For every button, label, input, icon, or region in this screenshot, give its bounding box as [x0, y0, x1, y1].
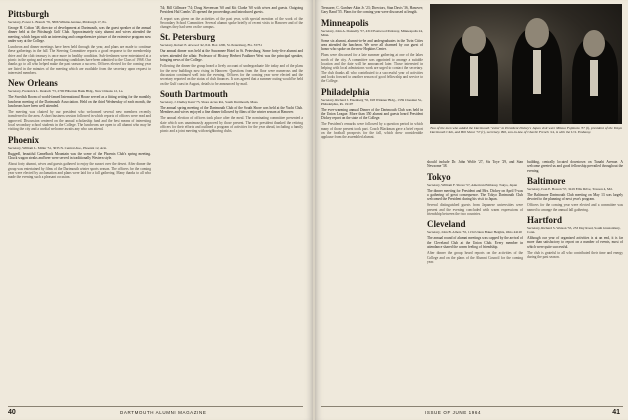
section-heading: Hartford [527, 215, 562, 226]
section-text: The Swedish Room of world-famed International House served as a fitting setting for the monthly luncheon meeting of the Dartmouth Association. Held on the third Wednesday of each month, the luncheons have been well attended. [8, 95, 151, 108]
page-number: 41 [612, 409, 620, 416]
section-text: building, centrally located downtown on Tunabi Avenue. A welcome greeted us and good fellowship prevailed throughout the evening. [527, 160, 623, 173]
section-byline: Secretary, Robert E. Atwood '42, P.O. Box 1200, St. Petersburg, Fla. 33731 [160, 43, 263, 48]
photo-caption: Two of the men who added the Dartmouth "extra" to President Dickey's Japan visit were Mitsuo Fujimoto '37 (l), president of the Tokyo Dartmouth Club, and Bill Shove '57 (r), secretary. Bill, son-in-law of Charlie French '24, is with the U.S. Embassy. [430, 126, 622, 135]
section-heading: Philadelphia [321, 86, 370, 97]
filler-text: Officers for the coming year were elected and a committee was named to arrange the annual fall gathering. [527, 203, 623, 212]
section-text: The annual round of alumni meetings was capped by the arrival of the Cleveland Club at the Union Club. Every member in attendance shared the warm feeling of friendship. [427, 236, 523, 249]
section-text: Treasurer, C. Gardner Akin Jr. '23; Directors, Stan Davis '36, Hanover; Gary Rand '55. Plans for the coming year were discussed at length. [321, 6, 423, 15]
filler-text: The annual election of officers took place after the meal. The nominating committee presented a slate which was unanimously approved by those present. The new president thanked the retiring officers for their efforts and outlined a program of activities for the year ahead, including a family picnic and a joint meeting with neighboring clubs. [160, 116, 303, 134]
filler-text: After dinner the group heard reports on the activities of the College and on the plans of the Alumni Council for the coming year. [427, 251, 523, 264]
section-text: Ruggedl, beautiful Camelback Mountain was the scene of the Phoenix Club's spring meeting. Chuck wagon steaks and beer were served in traditionally Western style. [8, 151, 151, 160]
photo-shirt-center [533, 50, 541, 94]
section-byline: Secretary, Richard S. Watson '55, 253 Day Road, South Glastonbury, Conn. [527, 226, 621, 235]
section-text: The dinner meeting for President and Mrs. Dickey on April 9 was a gathering of great consequence. The Tokyo Dartmouth Club welcomed the President during his visit to Japan. [427, 188, 523, 202]
page-number: 40 [8, 409, 16, 416]
column-4 [427, 160, 523, 384]
section-text: '54; Bill Gillmore '74; Doug Stevenson '60 and Kit Clarke '60 with wives and guests. Outgoing President Hal Combs '45 opened the proceedings and introduced guests. [160, 6, 303, 15]
section-heading: St. Petersburg [160, 32, 215, 43]
section-heading: Baltimore [527, 175, 566, 186]
section-heading: Phoenix [8, 134, 40, 145]
section-byline: Secretary, John A. Donnelly '57, 4310 Eastwood Parkway, Minneapolis 24, Minn. [321, 28, 423, 37]
filler-text: The President's remarks were followed by a question period in which many of those present took part. Coach Blackman gave a brief report on the football prospects for the fall, which drew considerable applause from the assembled alumni. [321, 122, 423, 140]
section-text: George H. Colton '48, director of development at Dartmouth, was the guest speaker at the annual dinner held at the Pittsburgh Golf Club. Approximately sixty alumni and wives attended the meeting, which began with an interesting and comprehensive picture of the extensive program now under way at the College. [8, 26, 151, 43]
photo-face-right [583, 30, 605, 57]
column-1 [8, 6, 151, 384]
section-text: Some six alumni, alumni-to-be and undergraduates in the Twin Cities area attended the luncheon. We were all charmed by our guest of honor who spoke on the new Hopkins Center. [321, 38, 423, 52]
filler-text: The meeting was chaired by our president who welcomed several new members recently transferred to the area. A short business session followed in which reports of officers were read and approved. Discussion centered on the annual scholarship fund and the best means of interesting local secondary school students in the College. The luncheons are open to all alumni who may be visiting the city and a cordial welcome awaits any who can attend. [8, 110, 151, 132]
footer-rule [321, 406, 623, 407]
section-text: Although our year of organized activities is at an end, it is far more than satisfactory to report on a number of events, most of which were quite successful. [527, 236, 623, 249]
section-heading: Minneapolis [321, 17, 369, 28]
column-2 [160, 6, 303, 384]
section-byline: Secretary, John B. Albers '55, 1134 Union Baker Heights, Ohio 44120 [427, 230, 523, 235]
section-byline: Secretary, Richard J. Eisenberg '55, 918 Widener Bldg., 1339 Chestnut St., Philadelphia, Pa. 19107 [321, 97, 423, 106]
section-byline: Secretary, Frederick L. Deutsch '73, 2700 Hibernia Bank Bldg., New Orleans 12, La. [8, 89, 124, 94]
section-byline: Secretary, Forest L. Branch '76, 5806 Wilkins Avenue, Pittsburgh 17, Pa. [8, 20, 107, 24]
section-byline: Secretary, William F. Shove '57, American Embassy, Tokyo, Japan [427, 182, 518, 187]
right-page [315, 0, 628, 420]
section-text: The Baltimore Dartmouth Club meeting on May 13 was largely devoted to the planning of next year's program. [527, 192, 623, 202]
photo-face-left [462, 26, 486, 54]
photo-face-center [525, 18, 549, 48]
footer-rule [8, 406, 303, 407]
news-photo [430, 4, 622, 124]
section-heading: Pittsburgh [8, 9, 50, 19]
filler-text: Several distinguished guests from Japanese universities were present and the evening concluded with warm expressions of friendship between the two countries. [427, 203, 523, 217]
section-heading: Tokyo [427, 171, 451, 182]
filler-text: About forty alumni, wives and guests gathered to enjoy the sunset over the desert. After dinner the group was entertained by films of the Dartmouth winter sports season. The officers for the coming year were elected by acclamation and plans were laid for a fall gathering. Many thanks to all who made the evening such a pleasant occasion. [8, 162, 151, 180]
section-byline: Secretary, J. Dudley Kent '75, Shore Acres Rd., South Dartmouth, Mass. [160, 99, 259, 104]
photo-shirt-right [590, 60, 598, 96]
section-heading: South Dartmouth [160, 88, 228, 99]
section-text: Our annual dinner was held at the Suwannee Hotel in St. Petersburg. Some forty-five alumni and wives attended the affair. Professor of History Herbert Faulkner West was the principal speaker, bringing news of the College. [160, 49, 303, 63]
section-text: should include Dr. John Wolfe '27, Sis Toye '29, and Stan Newsome '38. [427, 160, 523, 169]
section-text: The ever-warming annual Dinner of the Dartmouth Club was held in the Union League. More than 350 alumni and guests heard President Dickey report on the state of the College. [321, 107, 423, 121]
photo-shirt-left [470, 56, 478, 96]
filler-text: Luncheon and dinner meetings have been held through the year, and plans are made to continue these gatherings in the fall. The Steering Committee reports a good response to the membership drive and the club treasury is once more in healthy condition. Sub-freshmen were entertained at a picnic in the spring and several promising candidates have been admitted to the Class of 1968. Our thanks go to all who helped make the past season a success. Officers elected for the coming year are listed in the minutes of the meeting which are available from the secretary upon request to interested members. [8, 45, 151, 75]
column-3 [321, 6, 423, 384]
section-text: The annual spring meeting of the Dartmouth Club of the South Shore was held at the Yacht Club. Members and wives enjoyed a fine dinner followed by films of the winter season at Hanover. [160, 105, 303, 115]
page-footer: ISSUE OF JUNE 1964 [425, 410, 482, 415]
section-heading: New Orleans [8, 78, 58, 89]
section-byline: Secretary, William L. Miller '51, 3035 N. Central Ave., Phoenix 12, Ariz. [8, 145, 107, 150]
section-byline: Secretary, Ivan E. Bowen '57, 3419 Ellis Drive, Towson 4, Md. [527, 186, 613, 191]
filler-text: Plans were discussed for a late summer gathering at one of the lakes north of the city. A committee was appointed to arrange a suitable location and the date will be announced later. Those interested in helping with local admissions work are urged to contact the secretary. The club thanks all who contributed to a successful year of activities and looks forward to another season of good fellowship and service to the College. [321, 53, 423, 84]
filler-text: A report was given on the activities of the past year, with special mention of the work of the Secondary School Committee. Several alumni spoke briefly of recent visits to Hanover and of the changes they had seen on the campus. [160, 16, 303, 30]
column-5 [527, 160, 623, 384]
left-page [0, 0, 313, 420]
page-footer: DARTMOUTH ALUMNI MAGAZINE [120, 410, 207, 415]
section-heading: Cleveland [427, 219, 466, 230]
filler-text: The club is grateful to all who contributed their time and energy during the past season. [527, 250, 623, 260]
filler-text: Following the dinner the group heard a lively account of undergraduate life today and of the plans for the new buildings now rising in Hanover. Questions from the floor were numerous and the discussion continued well into the evening. Officers for the coming year were elected and the secretary reported on the status of club finances. It was agreed that a summer outing would be held on the Gulf coast in August, details to be announced by mail. [160, 64, 303, 86]
